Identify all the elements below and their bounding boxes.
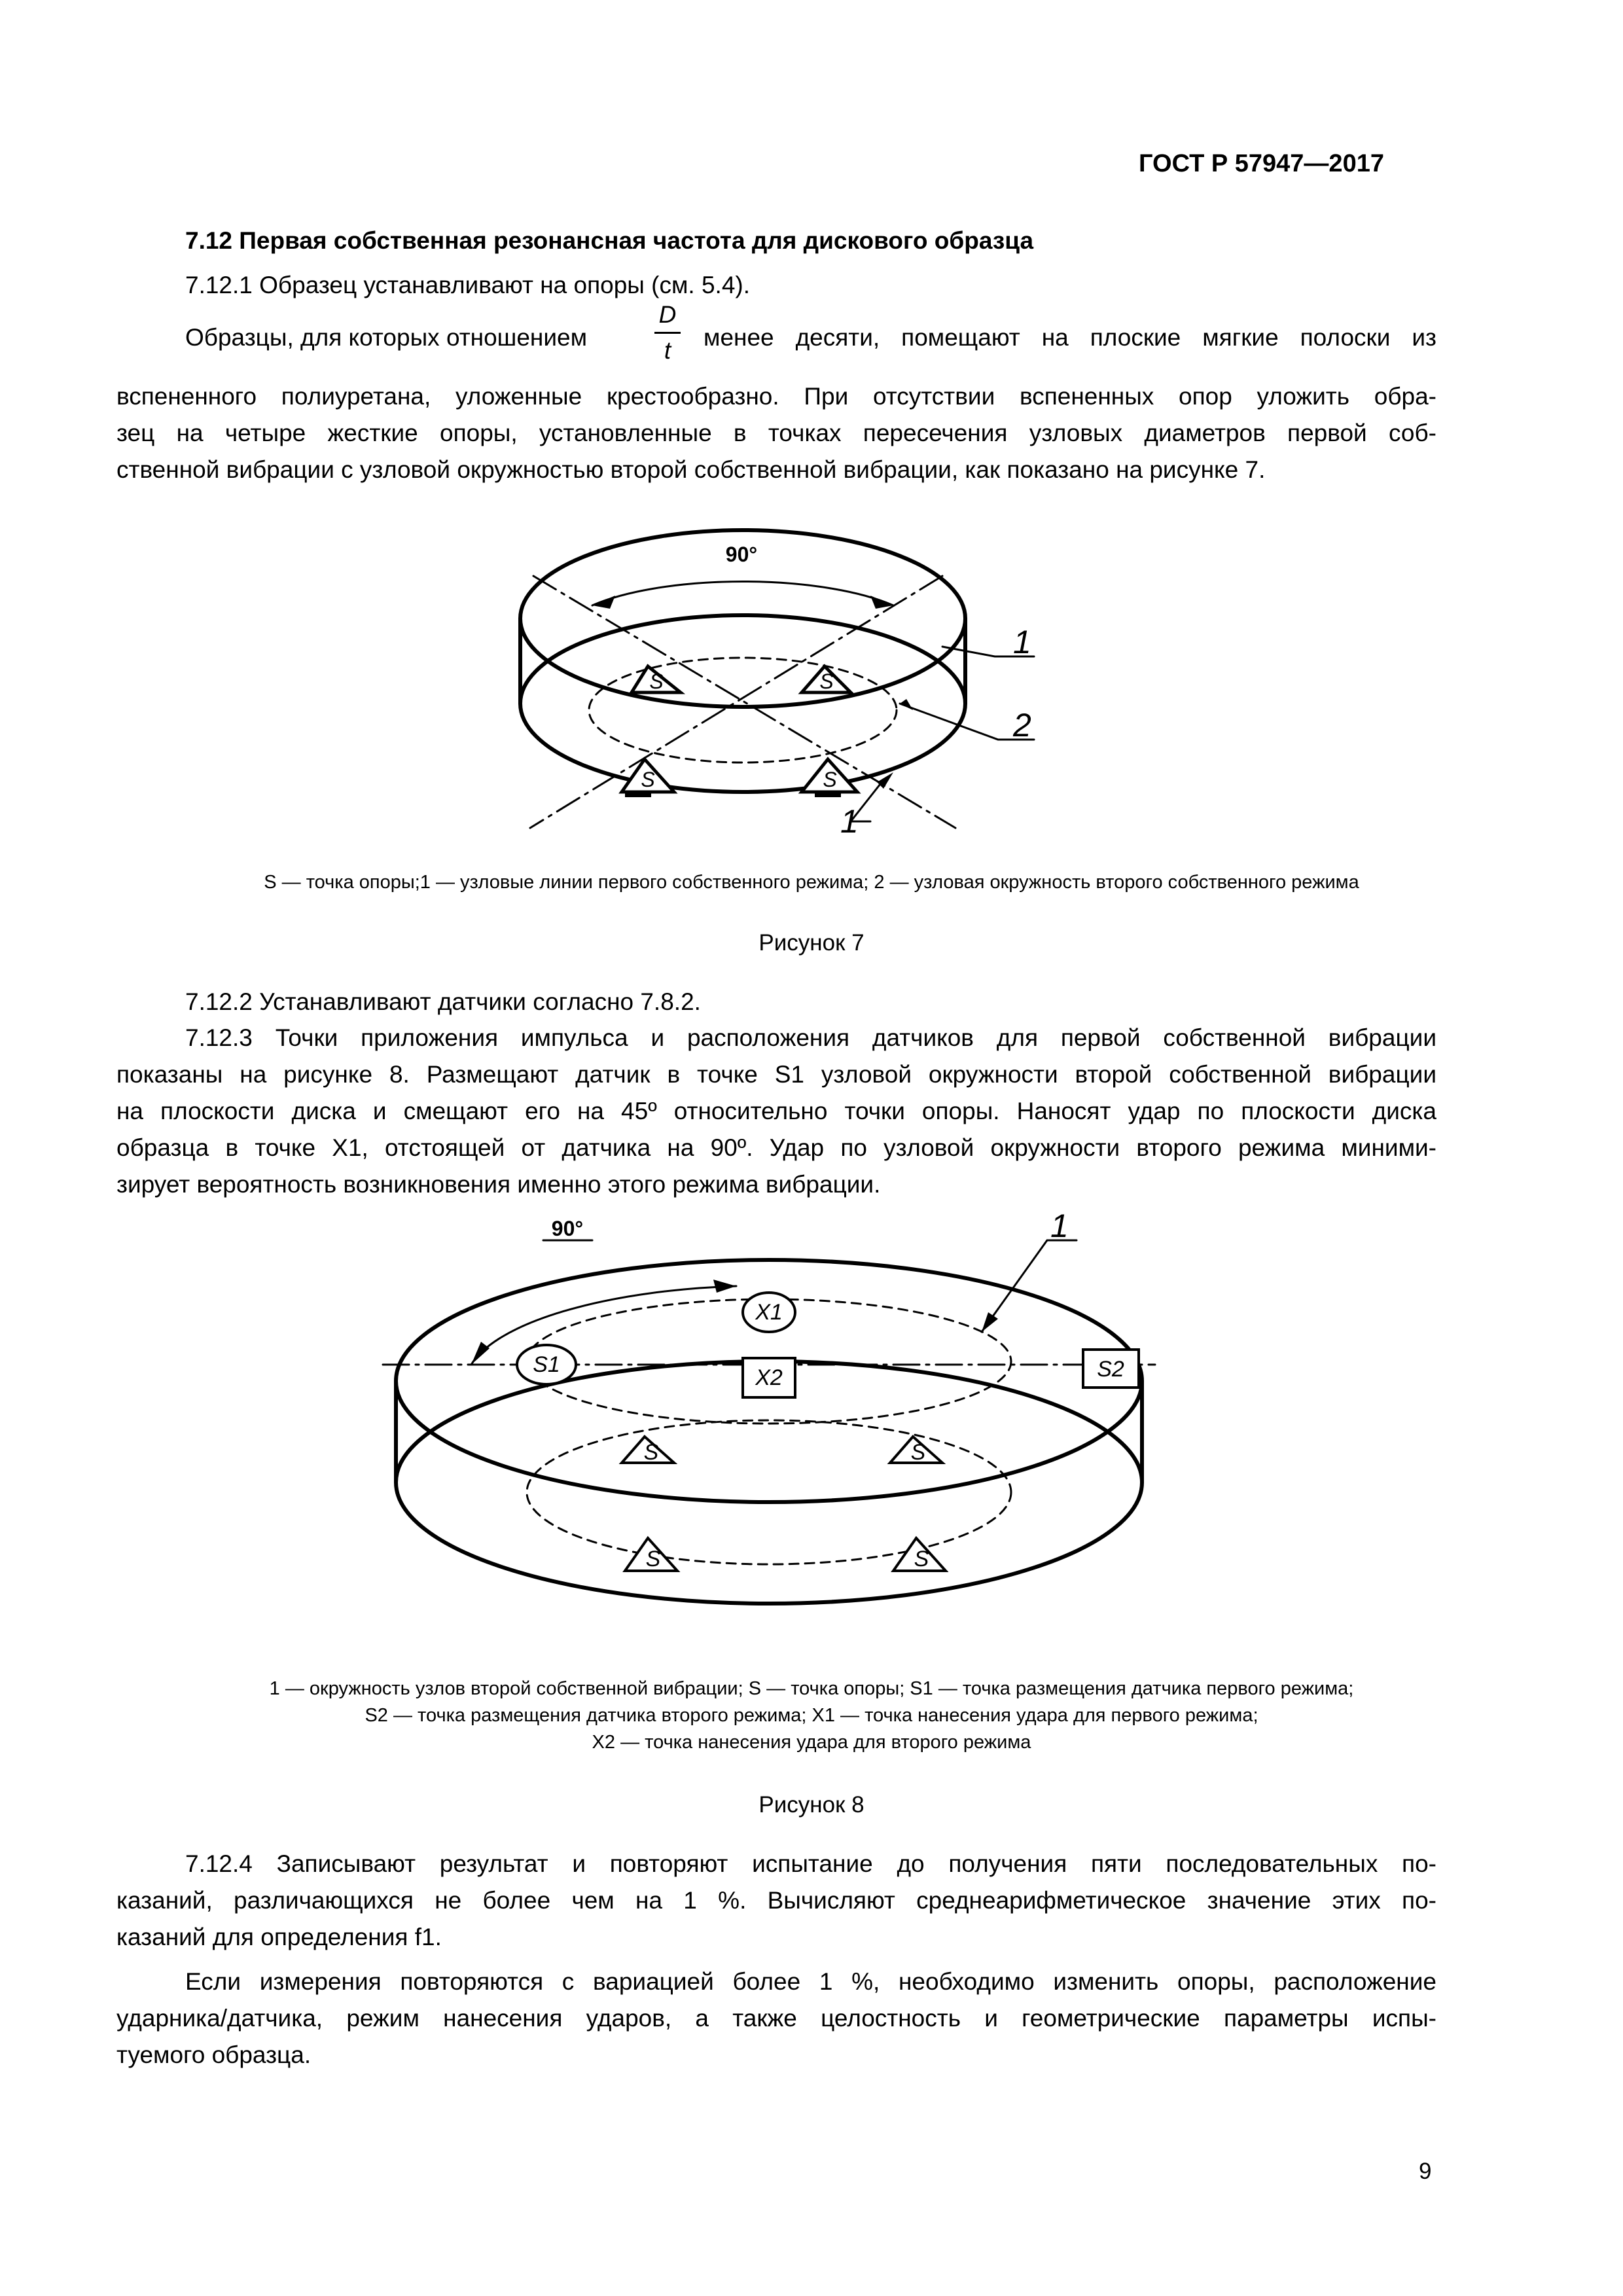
paragraph-line: туемого образца. bbox=[116, 2041, 312, 2068]
callout-1: 1 bbox=[1013, 624, 1031, 660]
figure-7-diagram bbox=[0, 0, 1623, 903]
callout-1: 1 bbox=[1050, 1208, 1069, 1244]
paragraph-line: ственной вибрации с узловой окружностью второй собственной вибрации, как показано на рисунке 7. bbox=[116, 456, 1266, 483]
support-label: S bbox=[649, 670, 664, 693]
figure-8-caption: Рисунок 8 bbox=[758, 1792, 865, 1818]
angle-label: 90° bbox=[551, 1217, 584, 1240]
paragraph-line: 7.12.3 Точки приложения импульса и расположения датчиков для первой собственной вибрации bbox=[185, 1024, 1436, 1051]
figure-8-legend-line: S2 — точка размещения датчика второго режима; X1 — точка нанесения удара для первого режима; bbox=[365, 1705, 1258, 1726]
marker-x1-label: X1 bbox=[755, 1300, 783, 1325]
fraction-numerator: D bbox=[658, 301, 677, 328]
paragraph-7-12-1-line2-start: Образцы, для которых отношением bbox=[185, 324, 588, 351]
paragraph-line: 7.12.4 Записывают результат и повторяют испытание до получения пяти последовательных по- bbox=[185, 1850, 1436, 1877]
support-label: S bbox=[641, 768, 655, 791]
section-title: 7.12 Первая собственная резонансная частота для дискового образца bbox=[185, 227, 1034, 254]
document-code: ГОСТ Р 57947—2017 bbox=[1139, 150, 1384, 177]
figure-8-diagram bbox=[0, 1204, 1623, 1662]
figure-7-legend: S — точка опоры;1 — узловые линии первого собственного режима; 2 — узловая окружность второго собственного режима bbox=[264, 872, 1359, 893]
figure-8-legend-line: 1 — окружность узлов второй собственной вибрации; S — точка опоры; S1 — точка размещения датчика первого режима; bbox=[269, 1678, 1354, 1699]
paragraph-line: Если измерения повторяются с вариацией более 1 %, необходимо изменить опоры, расположение bbox=[185, 1968, 1436, 1995]
paragraph-line: зец на четыре жесткие опоры, установленные в точках пересечения узловых диаметров первой соб- bbox=[116, 420, 1436, 446]
paragraph-line: вспененного полиуретана, уложенные крестообразно. При отсутствии вспененных опор уложить обра- bbox=[116, 383, 1436, 410]
support-label: S bbox=[914, 1547, 929, 1571]
support-label: S bbox=[910, 1440, 926, 1465]
paragraph-line: казаний для определения f1. bbox=[116, 1924, 442, 1950]
paragraph-line: на плоскости диска и смещают его на 45º относительно точки опоры. Наносят удар по плоскости диска bbox=[116, 1098, 1436, 1124]
fraction-denominator: t bbox=[664, 337, 671, 364]
marker-s2-label: S2 bbox=[1097, 1357, 1124, 1382]
support-label: S bbox=[643, 1440, 659, 1465]
page-number: 9 bbox=[1419, 2159, 1432, 2184]
angle-label: 90° bbox=[725, 543, 758, 566]
figure-7-caption: Рисунок 7 bbox=[758, 930, 865, 956]
paragraph-line: образца в точке X1, отстоящей от датчика на 90º. Удар по узловой окружности второго режима миними- bbox=[116, 1134, 1436, 1161]
paragraph-line: зирует вероятность возникновения именно этого режима вибрации. bbox=[116, 1171, 881, 1198]
paragraph-7-12-1-line2-end: менее десяти, помещают на плоские мягкие полоски из bbox=[704, 324, 1436, 351]
marker-x2-label: X2 bbox=[755, 1365, 783, 1390]
paragraph-7-12-1-line1: 7.12.1 Образец устанавливают на опоры (см. 5.4). bbox=[185, 272, 750, 298]
paragraph-7-12-2: 7.12.2 Устанавливают датчики согласно 7.8.2. bbox=[185, 988, 701, 1015]
callout-1: 1 bbox=[840, 803, 859, 840]
support-label: S bbox=[819, 670, 834, 693]
callout-2: 2 bbox=[1013, 707, 1031, 744]
support-label: S bbox=[645, 1547, 661, 1571]
paragraph-line: казаний, различающихся не более чем на 1 %. Вычисляют среднеарифметическое значение этих по- bbox=[116, 1887, 1436, 1914]
figure-8-legend-line: X2 — точка нанесения удара для второго режима bbox=[592, 1732, 1031, 1753]
marker-s1-label: S1 bbox=[533, 1352, 560, 1377]
paragraph-line: ударника/датчика, режим нанесения ударов, а также целостность и геометрические параметры испы- bbox=[116, 2005, 1436, 2032]
paragraph-line: показаны на рисунке 8. Размещают датчик в точке S1 узловой окружности второй собственной вибрации bbox=[116, 1061, 1436, 1088]
support-label: S bbox=[823, 768, 837, 791]
